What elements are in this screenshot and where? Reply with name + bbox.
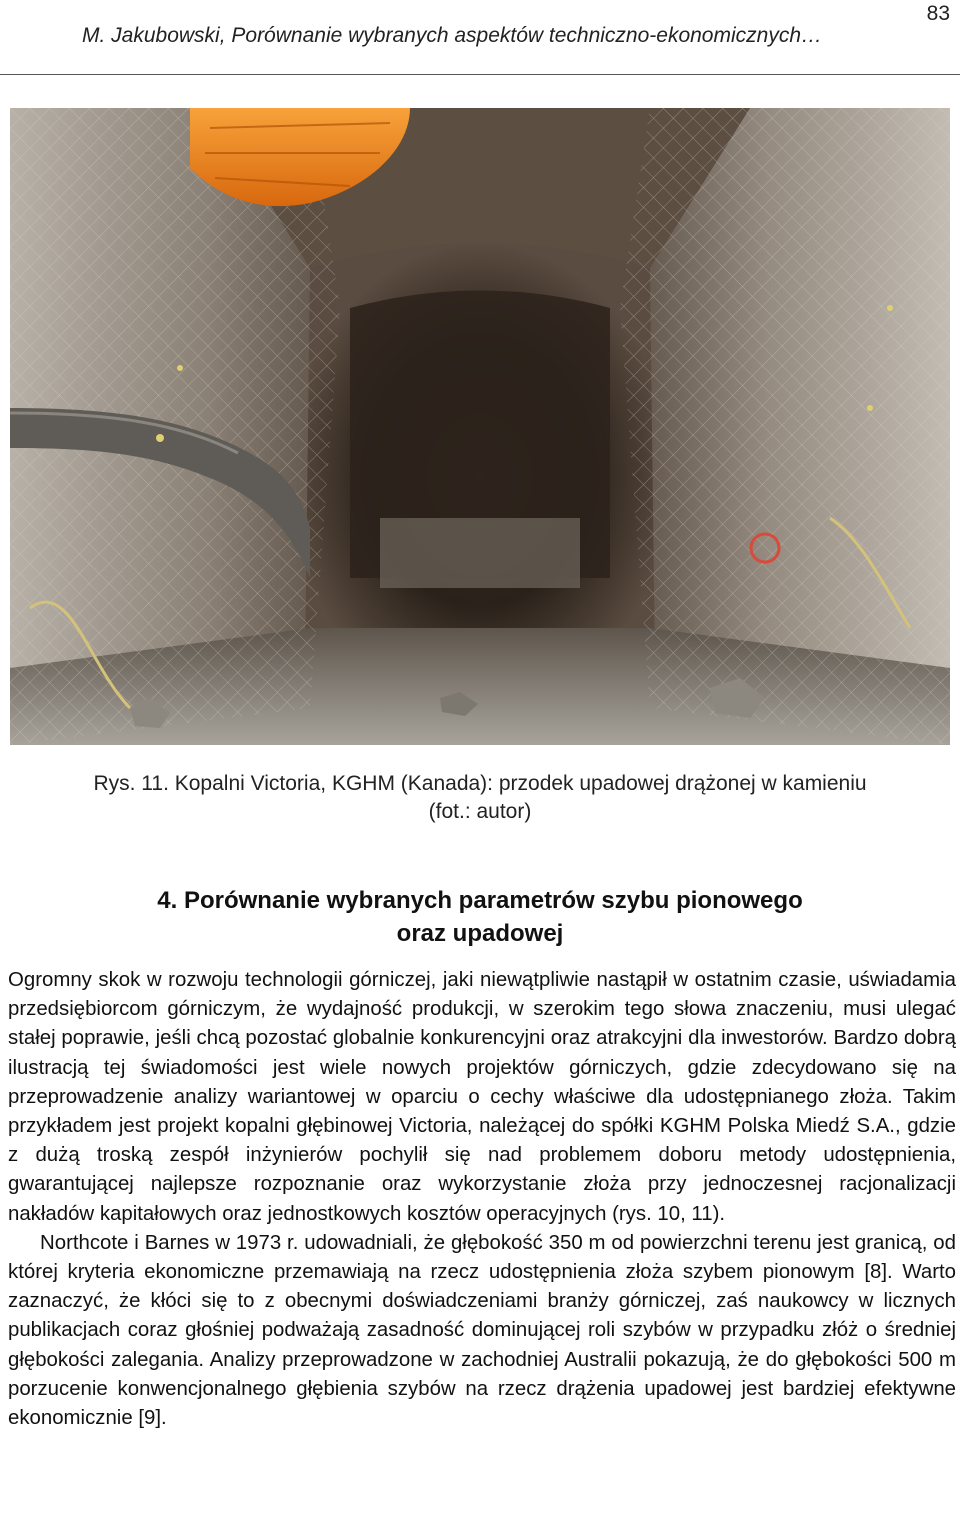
- page-header: [0, 0, 960, 80]
- mine-tunnel-photo: [10, 108, 950, 745]
- paragraph-1: Ogromny skok w rozwoju technologii górniczej, jaki niewątpliwie nastąpił w ostatnim czasie, uświadamia przedsiębiorcom górniczym, że wydajność produkcji, w szerokim tego słowa znaczeniu, musi ulegać stałej poprawie, jeśli chcą pozostać globalnie konkurencyjni oraz atrakcyjni dla inwestorów. Bardzo dobrą ilustracją tej świadomości jest wiele nowych projektów górniczych, gdzie zdecydowano się na przeprowadzenie analizy wariantowej w oparciu o cechy właściwe dla udostępnianego złoża. Takim przykładem jest projekt kopalni głębinowej Victoria, należącej do spółki KGHM Polska Miedź S.A., gdzie z dużą troską zespół inżynierów pochylił się nad problemem doboru metody udostępnienia, gwarantującej najlepsze rozpoznanie oraz wykorzystanie złoża przy jednoczesnej racjonalizacji nakładów kapitałowych oraz jednostkowych kosztów operacyjnych (rys. 10, 11).: [8, 969, 956, 1225]
- running-title: M. Jakubowski, Porównanie wybranych aspektów techniczno-ekonomicznych…: [82, 24, 823, 47]
- page-number: 83: [926, 2, 950, 25]
- figure-caption: [0, 770, 960, 826]
- header-divider: [0, 74, 960, 75]
- section-heading-line-2: oraz upadowej: [396, 920, 564, 947]
- body-text: [8, 966, 956, 1433]
- figure-photo: [10, 108, 950, 745]
- caption-line-2: (fot.: autor): [428, 800, 532, 823]
- section-heading-line-1: 4. Porównanie wybranych parametrów szybu pionowego: [157, 887, 803, 914]
- caption-line-1: Rys. 11. Kopalni Victoria, KGHM (Kanada): przodek upadowej drążonej w kamieniu: [93, 772, 867, 795]
- face-rubble: [380, 518, 580, 588]
- section-heading: [0, 884, 960, 950]
- paragraph-2: Northcote i Barnes w 1973 r. udowadniali, że głębokość 350 m od powierzchni terenu jest granicą, od której kryteria ekonomiczne przemawiają na rzecz udostępnienia złoża szybem pionowym [8]. Warto zaznaczyć, że kłóci się to z obecnymi doświadczeniami branży górniczej, zaś naukowcy w licznych publikacjach coraz głośniej podważają zasadność dominującej roli szybów w przypadku złóż o średniej głębokości zalegania. Analizy przeprowadzone w zachodniej Australii pokazują, że do głębokości 500 m porzucenie konwencjonalnego głębienia szybów na rzecz drążenia upadowej jest bardziej efektywne ekonomicznie [9].: [8, 1231, 956, 1430]
